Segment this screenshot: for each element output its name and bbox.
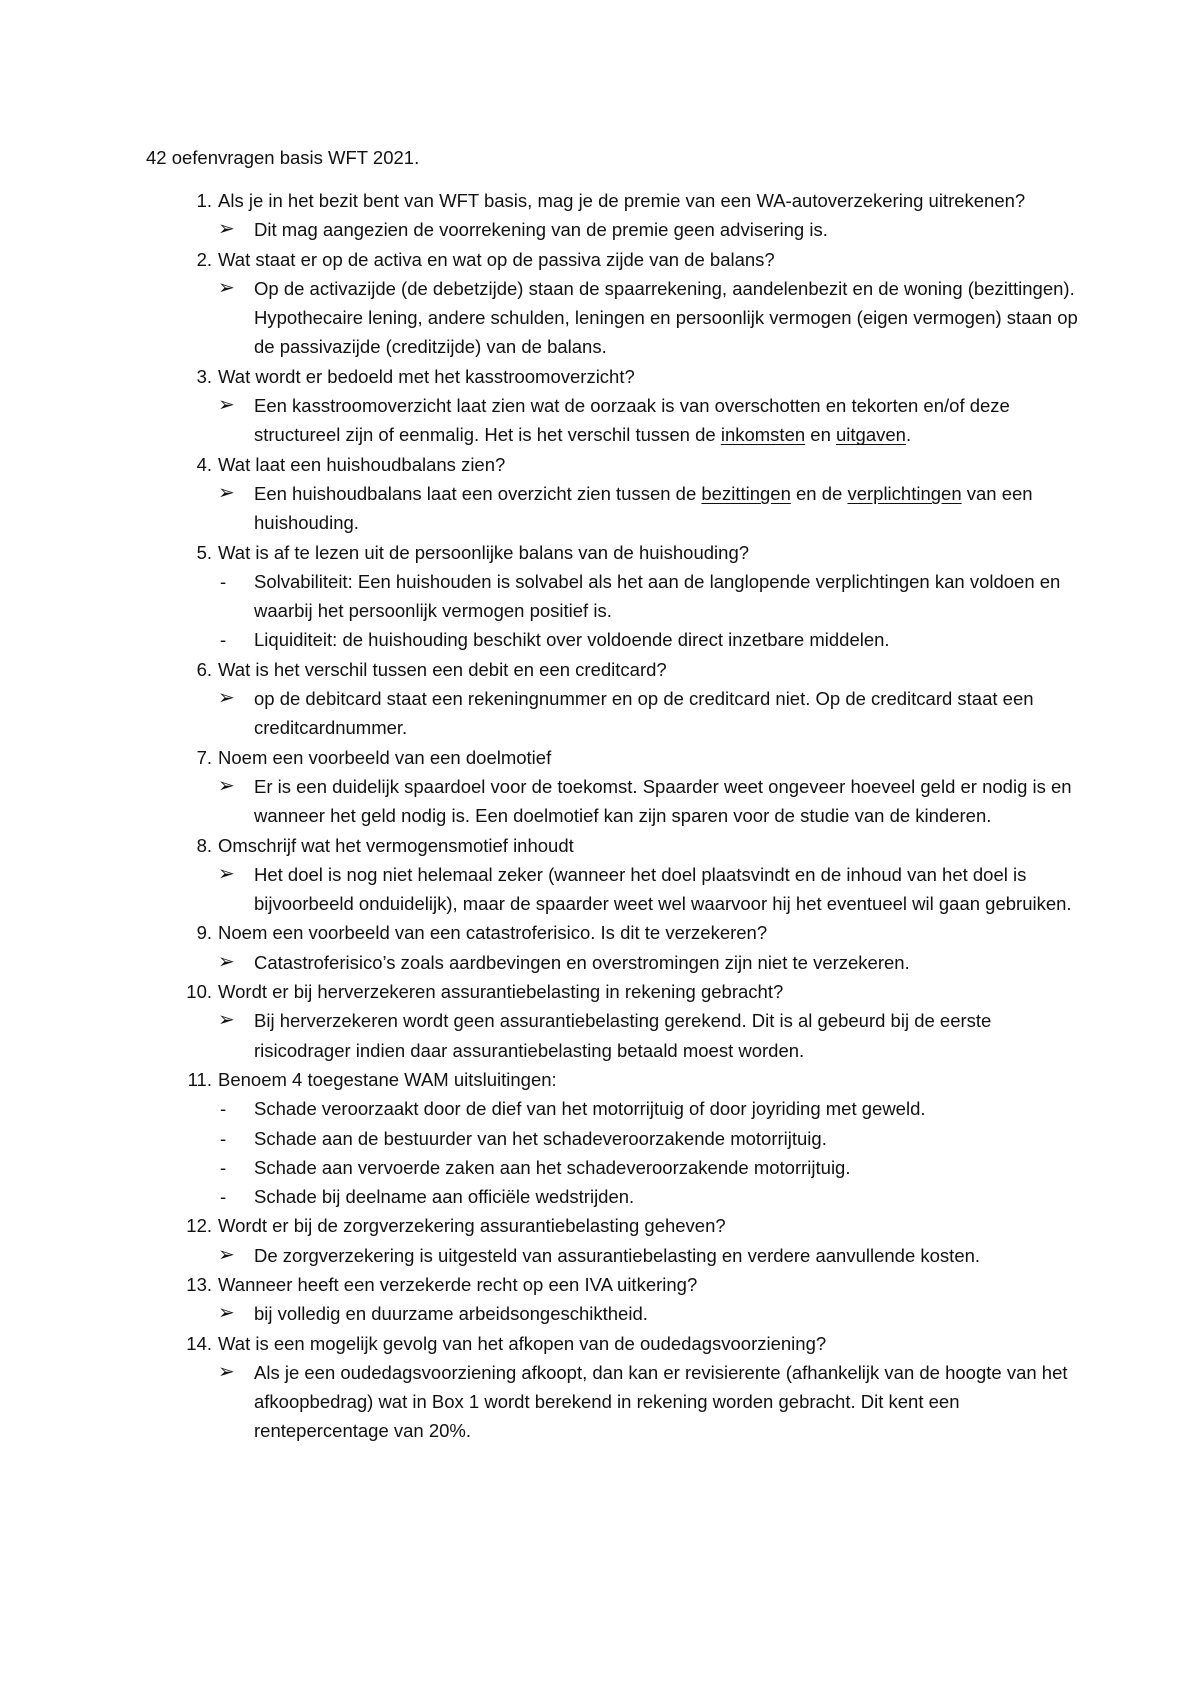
answer-text [254, 776, 1072, 826]
arrow-bullet-icon: ➢ [218, 862, 235, 885]
question-number: 7. [196, 746, 212, 768]
question-number: 8. [196, 834, 212, 856]
question-number: 9. [196, 922, 212, 944]
underlined-term: uitgaven [836, 424, 906, 446]
answer-text-segment: Dit mag aangezien de voorrekening van de premie geen advisering is. [254, 219, 828, 241]
dash-bullet-icon: - [220, 1127, 227, 1149]
answer-item [218, 860, 1086, 919]
answer-list [218, 391, 1086, 450]
question-number: 3. [196, 365, 212, 387]
answer-item [218, 1124, 1086, 1153]
answer-text-segment: Schade aan vervoerde zaken aan het schadeveroorzakende motorrijtuig. [254, 1156, 851, 1178]
answer-item [218, 1094, 1086, 1123]
dash-bullet-icon: - [220, 570, 227, 592]
arrow-bullet-icon: ➢ [218, 1360, 235, 1383]
underlined-term: inkomsten [720, 424, 806, 446]
answer-list [218, 215, 1086, 244]
answer-text [254, 1362, 1068, 1442]
question-text: Wanneer heeft een verzekerde recht op een IVA uitkering? [218, 1273, 698, 1295]
question-text: Noem een voorbeeld van een catastroferisico. Is dit te verzekeren? [218, 922, 768, 944]
answer-text-segment: en de [790, 482, 848, 504]
answer-text-segment: Er is een duidelijk spaardoel voor de toekomst. Spaarder weet ongeveer hoeveel geld er nodig is en wanneer het geld nodig is. Een doelmotief kan zijn sparen voor de studie van de kinderen. [254, 775, 1072, 827]
answer-text [254, 864, 1072, 914]
arrow-bullet-icon: ➢ [218, 687, 235, 710]
question-text: Als je in het bezit bent van WFT basis, mag je de premie van een WA-autoverzekering uitrekenen? [218, 190, 1026, 211]
arrow-bullet-icon: ➢ [218, 276, 235, 299]
answer-text [254, 395, 1010, 445]
dash-bullet-icon: - [220, 1098, 227, 1120]
answer-list [218, 479, 1086, 538]
question-text: Wordt er bij de zorgverzekering assurantiebelasting geheven? [218, 1215, 726, 1237]
question-number: 14. [186, 1332, 212, 1354]
arrow-bullet-icon: ➢ [218, 1009, 235, 1032]
answer-text-segment: . [905, 424, 912, 446]
answer-list [218, 948, 1086, 977]
answer-list [218, 567, 1086, 655]
question-text: Wat is af te lezen uit de persoonlijke balans van de huishouding? [218, 541, 750, 563]
answer-text-segment: Schade bij deelname aan officiële wedstrijden. [254, 1186, 635, 1208]
answer-item [218, 1241, 1086, 1270]
answer-item [218, 215, 1086, 244]
question-number: 11. [187, 1068, 212, 1090]
answer-item [218, 684, 1086, 743]
dash-bullet-icon: - [220, 1186, 227, 1208]
answer-text-segment: Catastroferisico’s zoals aardbevingen en overstromingen zijn niet te verzekeren. [254, 951, 910, 973]
answer-text [254, 278, 1078, 358]
answer-text-segment: Een huishoudbalans laat een overzicht zien tussen de [254, 482, 702, 504]
answer-text-segment: De zorgverzekering is uitgesteld van assurantiebelasting en verdere aanvullende kosten. [254, 1244, 981, 1266]
question-item [146, 362, 1086, 450]
answer-list [218, 274, 1086, 362]
answer-item [218, 391, 1086, 450]
dash-bullet-icon: - [220, 629, 227, 651]
answer-text [254, 952, 910, 973]
question-item [146, 1211, 1086, 1270]
answer-text-segment: bij volledig en duurzame arbeidsongeschiktheid. [254, 1303, 648, 1325]
answer-text [254, 688, 1034, 738]
question-text: Benoem 4 toegestane WAM uitsluitingen: [218, 1068, 557, 1090]
answer-text-segment: Liquiditeit: de huishouding beschikt over voldoende direct inzetbare middelen. [254, 629, 890, 651]
answer-list [218, 1094, 1086, 1211]
question-number: 5. [196, 541, 212, 563]
question-item [146, 450, 1086, 538]
arrow-bullet-icon: ➢ [218, 1302, 235, 1325]
question-text: Wat staat er op de activa en wat op de passiva zijde van de balans? [218, 248, 775, 270]
answer-text [254, 1128, 827, 1149]
arrow-bullet-icon: ➢ [218, 218, 235, 241]
arrow-bullet-icon: ➢ [218, 1243, 235, 1266]
answer-text [254, 571, 1060, 621]
question-number: 4. [196, 453, 212, 475]
question-number: 12. [186, 1215, 212, 1237]
answer-text-segment: Schade aan de bestuurder van het schadeveroorzakende motorrijtuig. [254, 1127, 827, 1149]
answer-text [254, 483, 1033, 533]
question-item [146, 655, 1086, 743]
answer-item [218, 948, 1086, 977]
answer-item [218, 274, 1086, 362]
answer-list [218, 684, 1086, 743]
arrow-bullet-icon: ➢ [218, 950, 235, 973]
answer-text-segment: Het doel is nog niet helemaal zeker (wanneer het doel plaatsvindt en de inhoud van het doel is bijvoorbeeld onduidelijk), maar de spaarder weet wel waarvoor hij het eventueel wil gaan gebruiken. [254, 863, 1072, 915]
question-text: Noem een voorbeeld van een doelmotief [218, 746, 552, 768]
question-item [146, 1329, 1086, 1446]
question-number: 1. [196, 190, 212, 211]
underlined-term: verplichtingen [847, 482, 962, 504]
question-item [146, 1065, 1086, 1211]
question-number: 2. [196, 248, 212, 270]
question-text: Wordt er bij herverzekeren assurantiebelasting in rekening gebracht? [218, 981, 784, 1003]
question-item [146, 831, 1086, 919]
answer-item [218, 625, 1086, 654]
arrow-bullet-icon: ➢ [218, 481, 235, 504]
answer-text [254, 1186, 634, 1207]
question-text: Wat is het verschil tussen een debit en een creditcard? [218, 658, 667, 680]
answer-item [218, 1153, 1086, 1182]
answer-item [218, 479, 1086, 538]
question-item [146, 186, 1086, 245]
answer-text-segment: Solvabiliteit: Een huishouden is solvabel als het aan de langlopende verplichtingen kan voldoen en waarbij het persoonlijk vermogen positief is. [254, 570, 1061, 622]
question-item [146, 1270, 1086, 1329]
answer-text-segment: Op de activazijde (de debetzijde) staan de spaarrekening, aandelenbezit en de woning (bezittingen). Hypothecaire lening, andere schulden, leningen en persoonlijk vermogen (eigen vermogen) staan op de passivazijde (creditzijde) van de balans. [254, 277, 1078, 358]
answer-item [218, 567, 1086, 626]
question-item [146, 538, 1086, 655]
document-title: 42 oefenvragen basis WFT 2021. [146, 147, 420, 168]
question-list [146, 186, 1086, 1446]
answer-item [218, 1358, 1086, 1446]
answer-text-segment: op de debitcard staat een rekeningnummer en op de creditcard niet. Op de creditcard staat een creditcardnummer. [254, 688, 1034, 739]
question-text: Wat wordt er bedoeld met het kasstroomoverzicht? [218, 365, 635, 387]
question-text: Wat is een mogelijk gevolg van het afkopen van de oudedagsvoorziening? [218, 1332, 827, 1354]
answer-text [254, 1098, 926, 1119]
answer-item [218, 1182, 1086, 1211]
question-number: 10. [186, 981, 212, 1003]
answer-text [254, 1245, 980, 1266]
answer-item [218, 772, 1086, 831]
answer-text [254, 219, 828, 240]
question-number: 6. [196, 658, 212, 680]
arrow-bullet-icon: ➢ [218, 394, 235, 417]
question-item [146, 918, 1086, 977]
answer-list [218, 772, 1086, 831]
answer-text-segment: van een huishouding. [254, 482, 1033, 534]
answer-item [218, 1006, 1086, 1065]
arrow-bullet-icon: ➢ [218, 774, 235, 797]
answer-text-segment: en [805, 424, 837, 446]
question-text: Omschrijf wat het vermogensmotief inhoudt [218, 834, 574, 856]
answer-text-segment: Bij herverzekeren wordt geen assurantiebelasting gerekend. Dit is al gebeurd bij de eerste risicodrager indien daar assurantiebelasting betaald moest worden. [254, 1010, 992, 1061]
answer-text [254, 1157, 850, 1178]
question-number: 13. [186, 1273, 212, 1295]
answer-item [218, 1299, 1086, 1328]
answer-text-segment: Schade veroorzaakt door de dief van het motorrijtuig of door joyriding met geweld. [254, 1098, 926, 1120]
question-item [146, 245, 1086, 362]
answer-list [218, 860, 1086, 919]
question-item [146, 743, 1086, 831]
answer-list [218, 1299, 1086, 1328]
answer-text [254, 629, 890, 650]
answer-text [254, 1010, 991, 1060]
answer-text-segment: Een kasstroomoverzicht laat zien wat de oorzaak is van overschotten en tekorten en/of deze structureel zijn of eenmalig. Het is het verschil tussen de [254, 395, 1010, 446]
answer-list [218, 1358, 1086, 1446]
answer-list [218, 1241, 1086, 1270]
dash-bullet-icon: - [220, 1156, 227, 1178]
underlined-term: bezittingen [701, 482, 791, 504]
question-item [146, 977, 1086, 1065]
answer-text-segment: Als je een oudedagsvoorziening afkoopt, dan kan er revisierente (afhankelijk van de hoogte van het afkoopbedrag) wat in Box 1 wordt berekend in rekening worden gebracht. Dit kent een rentepercentage van 20%. [254, 1361, 1068, 1442]
question-text: Wat laat een huishoudbalans zien? [218, 453, 506, 475]
answer-list [218, 1006, 1086, 1065]
answer-text [254, 1303, 648, 1324]
